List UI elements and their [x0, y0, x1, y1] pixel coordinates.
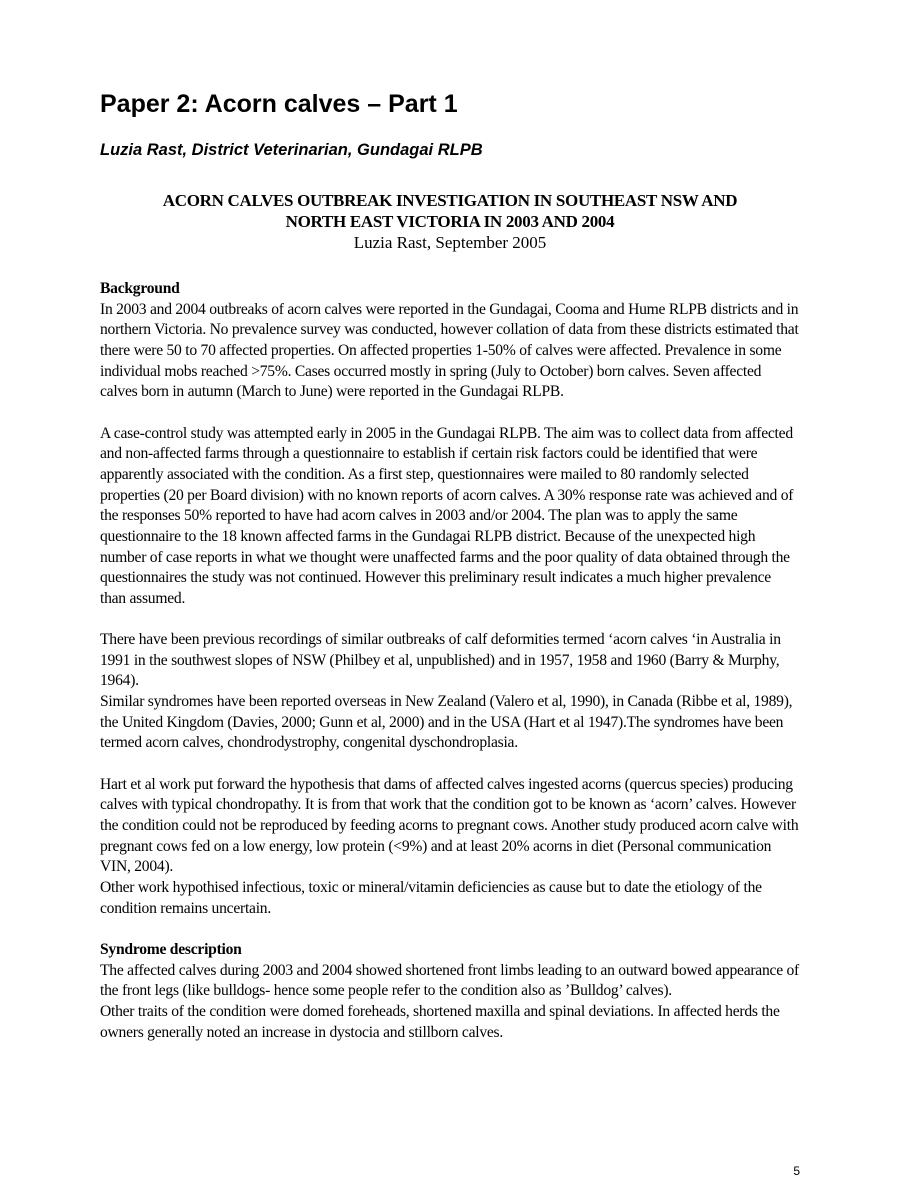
background-heading: Background [100, 280, 180, 297]
paragraph-spacer [100, 919, 800, 940]
paragraph-spacer [100, 754, 800, 775]
background-paragraph-3: There have been previous recordings of similar outbreaks of calf deformities termed ‘acorn calves ‘in Australia in 1991 in the southwest slopes of NSW (Philbey et al, unpublished) and in 1957, 1958 and 1960 (Barry & Murphy, 1964). [100, 631, 781, 690]
background-paragraph-1: In 2003 and 2004 outbreaks of acorn calves were reported in the Gundagai, Cooma and Hume RLPB districts and in northern Victoria. No prevalence survey was conducted, however collation of data from these districts estimated that there were 50 to 70 affected properties. On affected properties 1-50% of calves were affected. Prevalence in some individual mobs reached >75%. Cases occurred mostly in spring (July to October) born calves. Seven affected calves born in autumn (March to June) were reported in the Gundagai RLPB. [100, 300, 799, 401]
report-header [100, 190, 800, 253]
syndrome-paragraph-2: Other traits of the condition were domed foreheads, shortened maxilla and spinal deviations. In affected herds the owners generally noted an increase in dystocia and stillborn calves. [100, 1002, 780, 1041]
background-paragraph-4: Similar syndromes have been reported overseas in New Zealand (Valero et al, 1990), in Canada (Ribbe et al, 1989), the United Kingdom (Davies, 2000; Gunn et al, 2000) and in the USA (Hart et al 1947).The syndromes have been termed acorn calves, chondrodystrophy, congenital dyschondroplasia. [100, 693, 793, 752]
report-body [100, 279, 800, 1043]
syndrome-paragraph-1: The affected calves during 2003 and 2004 showed shortened front limbs leading to an outward bowed appearance of the front legs (like bulldogs- hence some people refer to the condition also as ’Bulldog’ calves). [100, 961, 800, 1000]
report-title-line-2: NORTH EAST VICTORIA IN 2003 AND 2004 [285, 212, 615, 231]
paper-title: Paper 2: Acorn calves – Part 1 [100, 90, 458, 118]
paragraph-spacer [100, 403, 800, 424]
syndrome-heading: Syndrome description [100, 940, 242, 958]
report-byline: Luzia Rast, September 2005 [353, 233, 547, 252]
background-paragraph-6: Other work hypothised infectious, toxic or mineral/vitamin deficiencies as cause but to date the etiology of the condition remains uncertain. [100, 878, 762, 917]
page-number: 5 [793, 1164, 800, 1178]
paragraph-spacer [100, 609, 800, 630]
paper-author: Luzia Rast, District Veterinarian, Gundagai RLPB [100, 141, 483, 159]
background-paragraph-5: Hart et al work put forward the hypothesis that dams of affected calves ingested acorns (quercus species) producing calves with typical chondropathy. It is from that work that the condition got to be known as ‘acorn’ calves. However the condition could not be reproduced by feeding acorns to pregnant cows. Another study produced acorn calve with pregnant cows fed on a low energy, low protein (<9%) and at least 20% acorns in diet (Personal communication VIN, 2004). [100, 775, 799, 876]
background-paragraph-2: A case-control study was attempted early in 2005 in the Gundagai RLPB. The aim was to collect data from affected and non-affected farms through a questionnaire to establish if certain risk factors could be identified that were apparently associated with the condition. As a first step, questionnaires were mailed to 80 randomly selected properties (20 per Board division) with no known reports of acorn calves. A 30% response rate was achieved and of the responses 50% reported to have had acorn calves in 2003 and/or 2004. The plan was to apply the same questionnaire to the 18 known affected farms in the Gundagai RLPB district. Because of the unexpected high number of case reports in what we thought were unaffected farms and the poor quality of data obtained through the questionnaires the study was not continued. However this preliminary result indicates a much higher prevalence than assumed. [100, 424, 794, 607]
report-title-line-1: ACORN CALVES OUTBREAK INVESTIGATION IN SOUTHEAST NSW AND [162, 191, 738, 210]
